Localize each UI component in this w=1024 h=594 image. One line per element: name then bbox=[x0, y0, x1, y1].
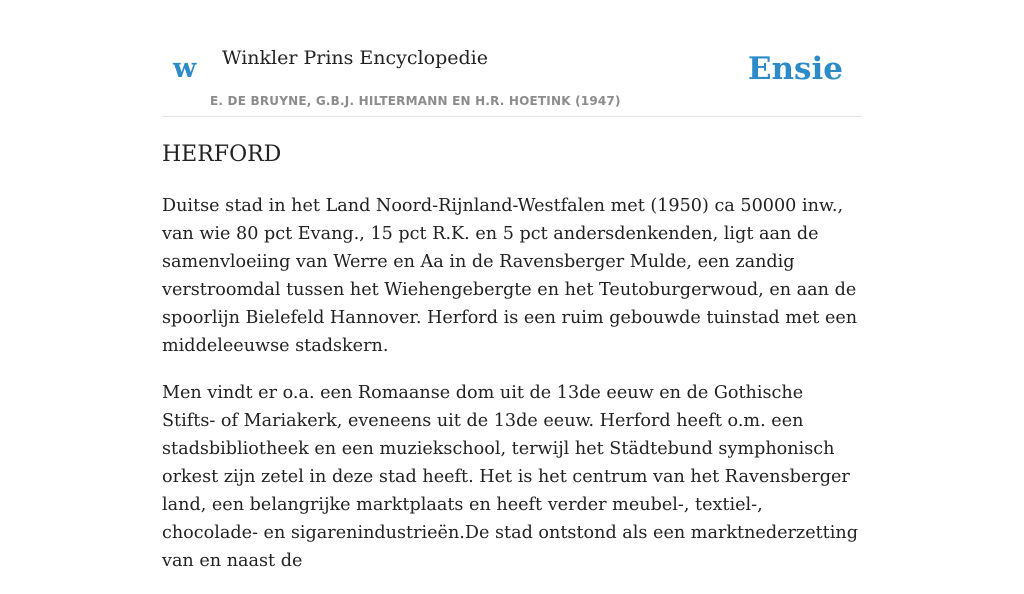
book-authors: E. DE BRUYNE, G.B.J. HILTERMANN EN H.R. HOETINK (1947) bbox=[210, 94, 621, 108]
page bbox=[162, 0, 862, 571]
entry-title: HERFORD bbox=[162, 142, 282, 167]
entry-paragraph: Duitse stad in het Land Noord-Rijnland-Westfalen met (1950) ca 50000 inw., van wie 80 pct Evang., 15 pct R.K. en 5 pct andersdenkenden, ligt aan de samenvloeiing van Werre en Aa in de Ravensberger Mulde, een zandig verstroomdal tussen het Wiehengebergte en het Teutoburgerwoud, en aan de spoorlijn Bielefeld Hannover. Herford is een ruim gebouwde tuinstad met een middeleeuwse stadskern. bbox=[162, 196, 858, 356]
site-header bbox=[162, 0, 862, 117]
winkler-prins-logo[interactable]: w bbox=[173, 53, 197, 84]
book-title[interactable]: Winkler Prins Encyclopedie bbox=[222, 47, 488, 69]
entry-paragraph: Men vindt er o.a. een Romaanse dom uit de 13de eeuw en de Gothische Stifts- of Mariakerk, eveneens uit de 13de eeuw. Herford heeft o.m. een stadsbibliotheek en een muziekschool, terwijl het Städtebund symphonisch orkest zijn zetel in deze stad heeft. Het is het centrum van het Ravensberger land, een belangrijke marktplaats en heeft verder meubel-, textiel-, chocolade- en sigarenindustrieën.De stad ontstond als een marktnederzetting van en naast de bbox=[162, 383, 858, 571]
entry-body bbox=[162, 192, 862, 594]
ensie-logo[interactable]: Ensie bbox=[747, 51, 843, 87]
